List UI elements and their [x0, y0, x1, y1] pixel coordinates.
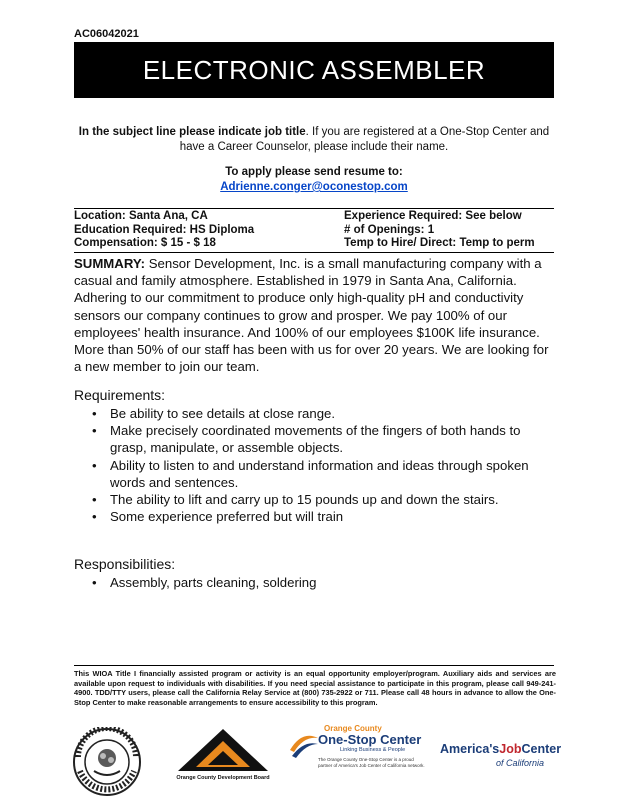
- location: Location: Santa Ana, CA: [74, 210, 208, 222]
- summary-text: Sensor Development, Inc. is a small manufacturing company with a casual and family atmosphere. Established in 1979 in Santa Ana, California. Adhering to our commitment to produce only high-quality pH and conductivity sensors our company continues to grow and prosper. We pay 100% of our employees' health insurance. And 100% of our employees $100K life insurance. More than 50% of our staff has been with us for over 20 years. We are looking for a new member to join our team.: [74, 256, 549, 375]
- onestop-top-text: Orange County: [324, 724, 382, 733]
- hire-type: Temp to Hire/ Direct: Temp to perm: [344, 237, 535, 249]
- onestop-tagline: Linking Business & People: [340, 747, 406, 753]
- experience-required: Experience Required: See below: [344, 210, 522, 222]
- document-code: AC06042021: [74, 28, 139, 40]
- requirement-item: • The ability to lift and carry up to 15 pounds up and down the stairs.: [110, 491, 554, 508]
- swoosh-icon: [288, 728, 320, 760]
- americas-job-center-logo: [440, 738, 560, 778]
- summary-label: SUMMARY:: [74, 256, 146, 271]
- intro-paragraph: [74, 125, 554, 155]
- responsibilities-heading: Responsibilities:: [74, 556, 176, 572]
- responsibility-item: • Assembly, parts cleaning, soldering: [110, 574, 554, 591]
- requirements-heading: Requirements:: [74, 387, 166, 403]
- ajc-job: Job: [499, 742, 522, 756]
- onestop-small-text: The Orange County One-Stop Center is a proud partner of America's Job Center of California network.: [318, 757, 425, 768]
- ocdb-label: Orange County Development Board: [176, 775, 270, 781]
- ajc-wordmark: [440, 742, 561, 756]
- intro-rest: . If you are registered at a One-Stop Center and have a Career Counselor, please include their name.: [179, 126, 550, 153]
- onestop-center-logo: [288, 724, 428, 779]
- ajc-center: Center: [521, 742, 562, 756]
- apply-block: [74, 165, 554, 195]
- triangle-logo-icon: [168, 725, 278, 773]
- job-title-banner: [74, 42, 554, 98]
- requirement-item: • Be ability to see details at close range.: [110, 405, 554, 422]
- ajc-subtitle: of California: [496, 758, 545, 768]
- number-of-openings: # of Openings: 1: [344, 223, 435, 236]
- apply-label: To apply please send resume to:: [225, 166, 403, 178]
- eeo-notice: This WIOA Title I financially assisted program or activity is an equal opportunity employer/program. Auxiliary aids and services are available upon request to individuals with disabilities. If you need special assistance to participate in this program, please call 949-241-4900. TDD/TTY users, please call the California Relay Service at (800) 735-2922 or 711. Please call 48 hours in advance to allow the One-Stop Center to make reasonable arrangements to ensure accessibility to this program.: [74, 669, 556, 707]
- onestop-main-text: One-Stop Center: [318, 732, 422, 747]
- requirement-item: • Some experience preferred but will train: [110, 508, 554, 525]
- ocdb-logo: [168, 725, 278, 785]
- info-row: [74, 210, 554, 224]
- education-required: Education Required: HS Diploma: [74, 223, 255, 236]
- seal-icon: [72, 727, 142, 797]
- ajc-americas: America's: [440, 742, 500, 756]
- county-of-orange-seal-logo: [72, 727, 142, 797]
- info-row: [74, 224, 554, 238]
- footer-divider: [74, 665, 554, 666]
- requirement-item: • Ability to listen to and understand information and ideas through spoken words and sentences.: [110, 457, 554, 491]
- responsibilities-list: [74, 574, 554, 591]
- requirement-item: • Make precisely coordinated movements of the fingers of both hands to grasp, manipulate, or assemble objects.: [110, 422, 554, 456]
- job-info-table: [74, 208, 554, 253]
- requirements-list: [74, 405, 554, 525]
- info-row: [74, 237, 554, 251]
- summary-paragraph: [74, 255, 552, 375]
- compensation: Compensation: $ 15 - $ 18: [74, 237, 216, 249]
- intro-bold: In the subject line please indicate job title: [78, 126, 306, 138]
- job-title: ELECTRONIC ASSEMBLER: [142, 54, 486, 85]
- apply-email-link[interactable]: Adrienne.conger@oconestop.com: [220, 181, 408, 193]
